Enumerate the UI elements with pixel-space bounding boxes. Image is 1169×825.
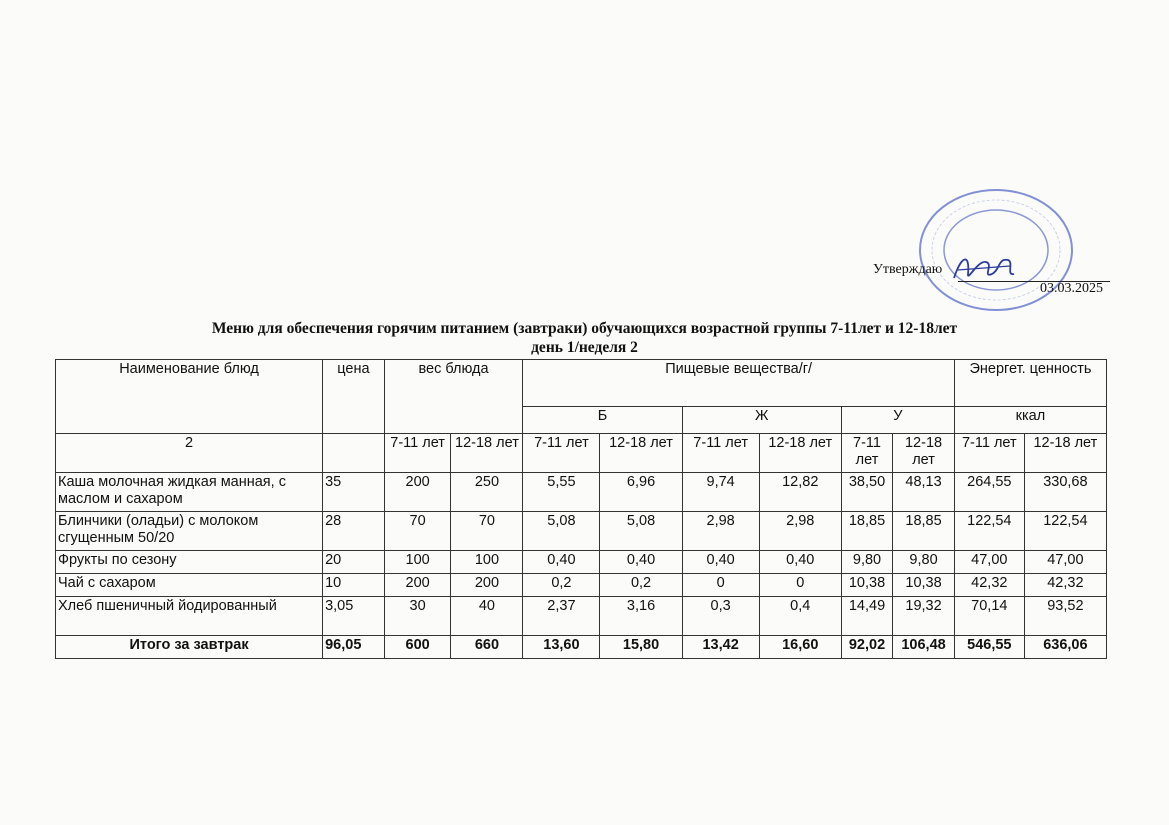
header-fat-age2: 12-18 лет <box>759 434 841 473</box>
protein-age2: 6,96 <box>600 473 682 512</box>
fat-age1: 0,3 <box>682 597 759 636</box>
protein-age2: 0,40 <box>600 551 682 574</box>
approve-label: Утверждаю <box>873 262 943 277</box>
dish-name: Фрукты по сезону <box>56 551 323 574</box>
protein-age1: 0,2 <box>523 574 600 597</box>
header-price: цена <box>323 360 385 434</box>
weight-age2: 40 <box>451 597 523 636</box>
header-weight-age1: 7-11 лет <box>384 434 451 473</box>
header-row-number: 2 <box>56 434 323 473</box>
total-protein-age2: 15,80 <box>600 636 682 659</box>
weight-age2: 100 <box>451 551 523 574</box>
header-nutrients: Пищевые вещества/г/ <box>523 360 955 407</box>
total-carbs-age2: 106,48 <box>893 636 955 659</box>
kcal-age2: 93,52 <box>1024 597 1106 636</box>
header-energy: Энергет. ценность <box>954 360 1106 407</box>
dish-price: 10 <box>323 574 385 597</box>
protein-age1: 5,08 <box>523 512 600 551</box>
dish-name: Блинчики (оладьи) с молоком сгущенным 50/20 <box>56 512 323 551</box>
carbs-age2: 48,13 <box>893 473 955 512</box>
table-row <box>56 551 1107 574</box>
weight-age2: 200 <box>451 574 523 597</box>
carbs-age2: 10,38 <box>893 574 955 597</box>
weight-age1: 30 <box>384 597 451 636</box>
total-weight-age1: 600 <box>384 636 451 659</box>
kcal-age2: 122,54 <box>1024 512 1106 551</box>
header-protein-age1: 7-11 лет <box>523 434 600 473</box>
weight-age1: 200 <box>384 473 451 512</box>
total-weight-age2: 660 <box>451 636 523 659</box>
protein-age1: 2,37 <box>523 597 600 636</box>
table-row <box>56 473 1107 512</box>
kcal-age1: 122,54 <box>954 512 1024 551</box>
carbs-age1: 10,38 <box>841 574 892 597</box>
protein-age2: 3,16 <box>600 597 682 636</box>
header-row-1 <box>56 360 1107 407</box>
weight-age1: 100 <box>384 551 451 574</box>
total-fat-age2: 16,60 <box>759 636 841 659</box>
fat-age2: 0,4 <box>759 597 841 636</box>
protein-age1: 0,40 <box>523 551 600 574</box>
dish-price: 3,05 <box>323 597 385 636</box>
total-protein-age1: 13,60 <box>523 636 600 659</box>
header-kcal-age1: 7-11 лет <box>954 434 1024 473</box>
fat-age1: 0,40 <box>682 551 759 574</box>
menu-table <box>55 359 1107 659</box>
header-row-3 <box>56 434 1107 473</box>
fat-age2: 0 <box>759 574 841 597</box>
protein-age1: 5,55 <box>523 473 600 512</box>
kcal-age2: 330,68 <box>1024 473 1106 512</box>
total-fat-age1: 13,42 <box>682 636 759 659</box>
weight-age2: 250 <box>451 473 523 512</box>
table-row <box>56 512 1107 551</box>
total-kcal-age1: 546,55 <box>954 636 1024 659</box>
total-carbs-age1: 92,02 <box>841 636 892 659</box>
kcal-age2: 42,32 <box>1024 574 1106 597</box>
signature <box>948 248 1018 288</box>
header-protein: Б <box>523 407 682 434</box>
header-empty <box>323 434 385 473</box>
carbs-age1: 38,50 <box>841 473 892 512</box>
kcal-age1: 42,32 <box>954 574 1024 597</box>
fat-age2: 0,40 <box>759 551 841 574</box>
protein-age2: 0,2 <box>600 574 682 597</box>
dish-price: 35 <box>323 473 385 512</box>
carbs-age1: 9,80 <box>841 551 892 574</box>
fat-age2: 12,82 <box>759 473 841 512</box>
carbs-age1: 14,49 <box>841 597 892 636</box>
header-carbs-age2: 12-18 лет <box>893 434 955 473</box>
weight-age1: 70 <box>384 512 451 551</box>
carbs-age2: 9,80 <box>893 551 955 574</box>
header-name: Наименование блюд <box>56 360 323 434</box>
header-kcal-age2: 12-18 лет <box>1024 434 1106 473</box>
approve-date: 03.03.2025 <box>1040 281 1103 296</box>
fat-age1: 2,98 <box>682 512 759 551</box>
carbs-age1: 18,85 <box>841 512 892 551</box>
document-subtitle: день 1/неделя 2 <box>531 339 638 356</box>
total-label: Итого за завтрак <box>56 636 323 659</box>
document-title: Меню для обеспечения горячим питанием (завтраки) обучающихся возрастной группы 7-11лет и 12-18лет <box>211 320 958 337</box>
fat-age2: 2,98 <box>759 512 841 551</box>
kcal-age1: 264,55 <box>954 473 1024 512</box>
kcal-age1: 47,00 <box>954 551 1024 574</box>
header-weight-age2: 12-18 лет <box>451 434 523 473</box>
total-price: 96,05 <box>323 636 385 659</box>
carbs-age2: 19,32 <box>893 597 955 636</box>
protein-age2: 5,08 <box>600 512 682 551</box>
table-row <box>56 574 1107 597</box>
header-fat-age1: 7-11 лет <box>682 434 759 473</box>
table-row <box>56 597 1107 636</box>
kcal-age1: 70,14 <box>954 597 1024 636</box>
weight-age1: 200 <box>384 574 451 597</box>
dish-name: Хлеб пшеничный йодированный <box>56 597 323 636</box>
dish-name: Чай с сахаром <box>56 574 323 597</box>
header-kcal: ккал <box>954 407 1106 434</box>
header-carbs: У <box>841 407 954 434</box>
dish-price: 20 <box>323 551 385 574</box>
header-protein-age2: 12-18 лет <box>600 434 682 473</box>
fat-age1: 9,74 <box>682 473 759 512</box>
dish-price: 28 <box>323 512 385 551</box>
header-carbs-age1: 7-11 лет <box>841 434 892 473</box>
header-fat: Ж <box>682 407 841 434</box>
total-row <box>56 636 1107 659</box>
total-kcal-age2: 636,06 <box>1024 636 1106 659</box>
kcal-age2: 47,00 <box>1024 551 1106 574</box>
carbs-age2: 18,85 <box>893 512 955 551</box>
weight-age2: 70 <box>451 512 523 551</box>
fat-age1: 0 <box>682 574 759 597</box>
dish-name: Каша молочная жидкая манная, с маслом и сахаром <box>56 473 323 512</box>
header-weight: вес блюда <box>384 360 523 434</box>
